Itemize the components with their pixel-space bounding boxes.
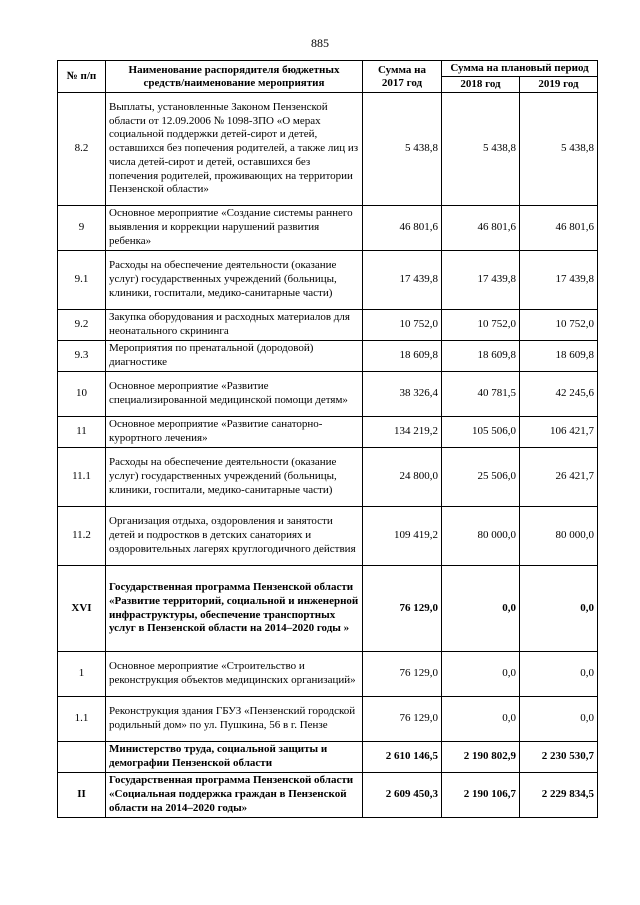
row-sum-2017: 2 610 146,5 [363, 742, 442, 773]
row-sum-2018: 18 609,8 [442, 341, 520, 372]
row-sum-2019: 17 439,8 [520, 251, 598, 310]
table-row [58, 773, 598, 818]
row-sum-2017: 76 129,0 [363, 652, 442, 697]
row-sum-2018: 40 781,5 [442, 372, 520, 417]
row-sum-2017: 38 326,4 [363, 372, 442, 417]
budget-table [57, 60, 598, 818]
row-name: Расходы на обеспечение деятельности (оказание услуг) государственных учреждений (больницы, клиники, госпитали, медико-санитарные части) [106, 251, 363, 310]
row-sum-2019: 0,0 [520, 652, 598, 697]
row-sum-2019: 2 230 530,7 [520, 742, 598, 773]
page-number: 885 [311, 36, 329, 50]
row-sum-2017: 2 609 450,3 [363, 773, 442, 818]
table-row [58, 742, 598, 773]
row-sum-2019: 10 752,0 [520, 310, 598, 341]
row-sum-2018: 46 801,6 [442, 206, 520, 251]
row-name: Закупка оборудования и расходных материалов для неонатального скрининга [106, 310, 363, 341]
row-sum-2017: 24 800,0 [363, 448, 442, 507]
row-sum-2017: 5 438,8 [363, 93, 442, 206]
row-sum-2017: 17 439,8 [363, 251, 442, 310]
row-number [58, 742, 106, 773]
row-sum-2018: 5 438,8 [442, 93, 520, 206]
row-number: 11.1 [58, 448, 106, 507]
row-number: 1 [58, 652, 106, 697]
row-number: 9.3 [58, 341, 106, 372]
header-2018: 2018 год [442, 77, 520, 93]
table-row [58, 448, 598, 507]
row-name: Государственная программа Пензенской области «Развитие территорий, социальной и инженерной инфраструктуры, обеспечение транспортных услуг в Пензенской области на 2014–2020 годы » [106, 566, 363, 652]
row-sum-2018: 0,0 [442, 697, 520, 742]
row-name: Министерство труда, социальной защиты и демографии Пензенской области [106, 742, 363, 773]
row-number: 10 [58, 372, 106, 417]
header-name: Наименование распорядителя бюджетных средств/наименование мероприятия [106, 61, 363, 93]
row-sum-2019: 106 421,7 [520, 417, 598, 448]
header-number: № п/п [58, 61, 106, 93]
row-sum-2017: 109 419,2 [363, 507, 442, 566]
table-row [58, 372, 598, 417]
row-sum-2019: 0,0 [520, 697, 598, 742]
table-row [58, 93, 598, 206]
table-row [58, 566, 598, 652]
row-name: Основное мероприятие «Создание системы раннего выявления и коррекции нарушений развития ребенка» [106, 206, 363, 251]
row-number: II [58, 773, 106, 818]
header-2019: 2019 год [520, 77, 598, 93]
row-name: Основное мероприятие «Развитие специализированной медицинской помощи детям» [106, 372, 363, 417]
header-planned-period: Сумма на плановый период [442, 61, 598, 77]
row-sum-2018: 10 752,0 [442, 310, 520, 341]
row-sum-2018: 2 190 802,9 [442, 742, 520, 773]
row-sum-2018: 25 506,0 [442, 448, 520, 507]
row-sum-2019: 2 229 834,5 [520, 773, 598, 818]
row-number: XVI [58, 566, 106, 652]
row-sum-2019: 5 438,8 [520, 93, 598, 206]
table-row [58, 341, 598, 372]
row-number: 11 [58, 417, 106, 448]
row-sum-2017: 134 219,2 [363, 417, 442, 448]
row-sum-2018: 17 439,8 [442, 251, 520, 310]
row-name: Основное мероприятие «Развитие санаторно-курортного лечения» [106, 417, 363, 448]
row-sum-2019: 46 801,6 [520, 206, 598, 251]
table-row [58, 206, 598, 251]
table-row [58, 417, 598, 448]
row-sum-2019: 26 421,7 [520, 448, 598, 507]
row-sum-2017: 10 752,0 [363, 310, 442, 341]
row-number: 9 [58, 206, 106, 251]
row-name: Мероприятия по пренатальной (дородовой) диагностике [106, 341, 363, 372]
row-sum-2018: 2 190 106,7 [442, 773, 520, 818]
table-body [58, 93, 598, 818]
row-sum-2017: 18 609,8 [363, 341, 442, 372]
row-name: Расходы на обеспечение деятельности (оказание услуг) государственных учреждений (больницы, клиники, госпитали, медико-санитарные части) [106, 448, 363, 507]
table-row [58, 507, 598, 566]
table-row [58, 251, 598, 310]
table-row [58, 652, 598, 697]
row-number: 11.2 [58, 507, 106, 566]
row-number: 9.2 [58, 310, 106, 341]
row-sum-2018: 80 000,0 [442, 507, 520, 566]
row-number: 8.2 [58, 93, 106, 206]
row-sum-2019: 80 000,0 [520, 507, 598, 566]
row-name: Реконструкция здания ГБУЗ «Пензенский городской родильный дом» по ул. Пушкина, 56 в г. Пензе [106, 697, 363, 742]
row-sum-2017: 76 129,0 [363, 566, 442, 652]
row-number: 1.1 [58, 697, 106, 742]
table-row [58, 697, 598, 742]
row-sum-2018: 0,0 [442, 566, 520, 652]
row-name: Выплаты, установленные Законом Пензенской области от 12.09.2006 № 1098-ЗПО «О мерах социальной поддержки детей-сирот и детей, оставшихся без попечения родителей, а также лиц из числа детей-сирот и детей, оставшихся без попечения родителей, проживающих на территории Пензенской области» [106, 93, 363, 206]
header-sum-2017: Сумма на 2017 год [363, 61, 442, 93]
table-row [58, 310, 598, 341]
row-sum-2018: 105 506,0 [442, 417, 520, 448]
row-sum-2017: 76 129,0 [363, 697, 442, 742]
row-number: 9.1 [58, 251, 106, 310]
row-name: Основное мероприятие «Строительство и реконструкция объектов медицинских организаций» [106, 652, 363, 697]
header-row [58, 61, 598, 77]
row-sum-2019: 0,0 [520, 566, 598, 652]
row-sum-2019: 42 245,6 [520, 372, 598, 417]
row-name: Государственная программа Пензенской области «Социальная поддержка граждан в Пензенской области на 2014–2020 годы» [106, 773, 363, 818]
row-sum-2018: 0,0 [442, 652, 520, 697]
row-name: Организация отдыха, оздоровления и занятости детей и подростков в детских санаториях и оздоровительных лагерях круглогодичного действия [106, 507, 363, 566]
row-sum-2017: 46 801,6 [363, 206, 442, 251]
row-sum-2019: 18 609,8 [520, 341, 598, 372]
